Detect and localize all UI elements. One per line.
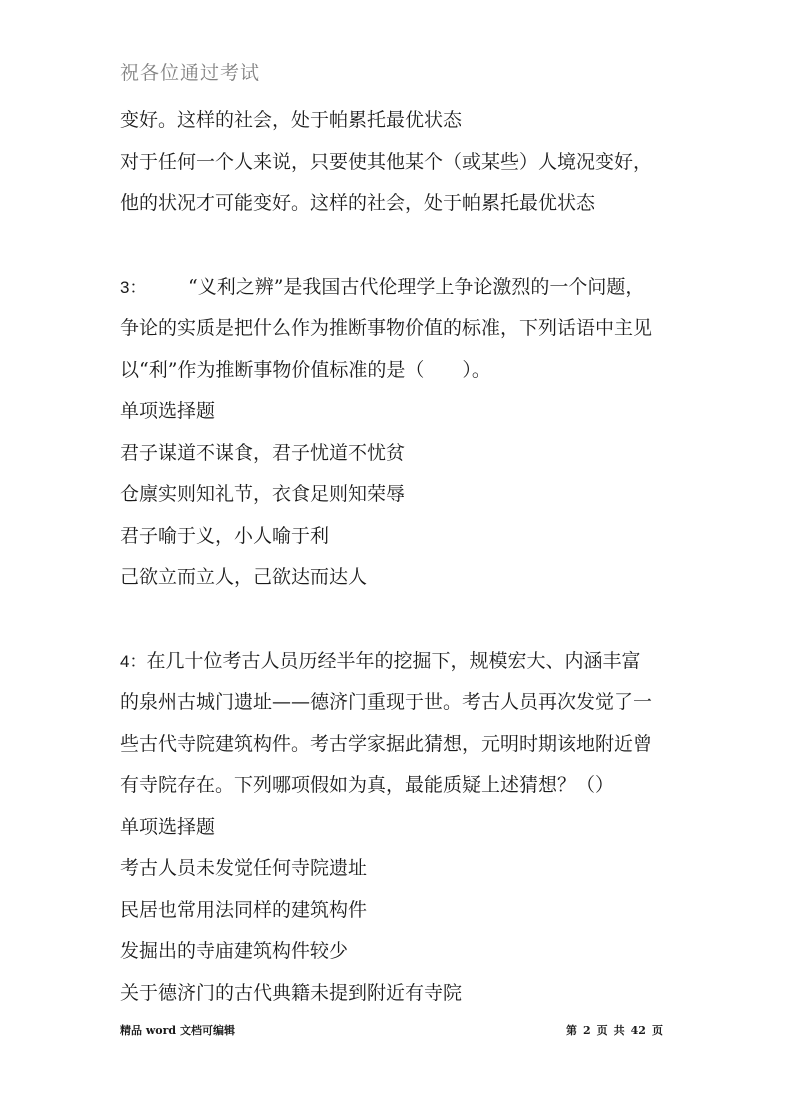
question-4-stem-first [120, 641, 680, 683]
spacer [120, 225, 680, 267]
page-word: 页 [596, 1024, 608, 1037]
page-content [120, 100, 680, 1014]
page-number [566, 1022, 669, 1038]
page-suffix: 页 [651, 1024, 663, 1037]
spacer [120, 599, 680, 641]
page-total: 42 [630, 1024, 646, 1037]
question-3-stem-first [120, 267, 680, 309]
question-4-option: 考古人员未发觉任何寺院遗址 [120, 857, 368, 879]
question-4-stem-text: 在几十位考古人员历经半年的挖掘下，规模宏大、内涵丰富 [146, 649, 641, 672]
question-3-stem-text: “义利之辨”是我国古代伦理学上争论激烈的一个问题， [188, 275, 645, 298]
continuation-line: 对于任何一个人来说，只要使其他某个（或某些）人境况变好， [120, 150, 653, 173]
question-3-option: 君子谋道不谋食，君子忧道不忧贫 [120, 441, 406, 464]
question-4-stem-line: 有寺院存在。下列哪项假如为真，最能质疑上述猜想？（） [120, 774, 615, 796]
question-4-option: 发掘出的寺庙建筑构件较少 [120, 940, 349, 962]
question-4-option: 民居也常用法同样的建筑构件 [120, 898, 368, 921]
question-4-type: 单项选择题 [120, 815, 216, 838]
question-3-number: 3： [120, 277, 147, 297]
question-4-stem-line: 些古代寺院建筑构件。考古学家据此猜想，元明时期该地附近曾 [120, 732, 653, 755]
question-4-number: 4： [120, 651, 147, 671]
question-4-option: 关于德济门的古代典籍未提到附近有寺院 [120, 981, 463, 1004]
page-current: 2 [583, 1024, 591, 1037]
continuation-line: 他的状况才可能变好。这样的社会，处于帕累托最优状态 [120, 192, 596, 214]
page-header: 祝各位通过考试 [120, 62, 261, 84]
continuation-line: 变好。这样的社会，处于帕累托最优状态 [120, 109, 463, 131]
question-4-stem-line: 的泉州古城门遗址——德济门重现于世。考古人员再次发觉了一 [120, 691, 653, 713]
question-3-stem-line: 争论的实质是把什么作为推断事物价值的标准，下列话语中主见 [120, 317, 653, 339]
page-prefix: 第 [566, 1024, 577, 1037]
question-3-stem-line: 以“利”作为推断事物价值标准的是（ ）。 [120, 358, 491, 381]
total-word: 共 [613, 1024, 625, 1037]
footer-note: 精品 word 文档可编辑 [120, 1024, 235, 1037]
question-3-option: 君子喻于义，小人喻于利 [120, 524, 330, 547]
question-3-type: 单项选择题 [120, 400, 216, 422]
question-3-option: 己欲立而立人，己欲达而达人 [120, 566, 368, 588]
question-3-option: 仓廪实则知礼节，衣食足则知荣辱 [120, 483, 406, 505]
